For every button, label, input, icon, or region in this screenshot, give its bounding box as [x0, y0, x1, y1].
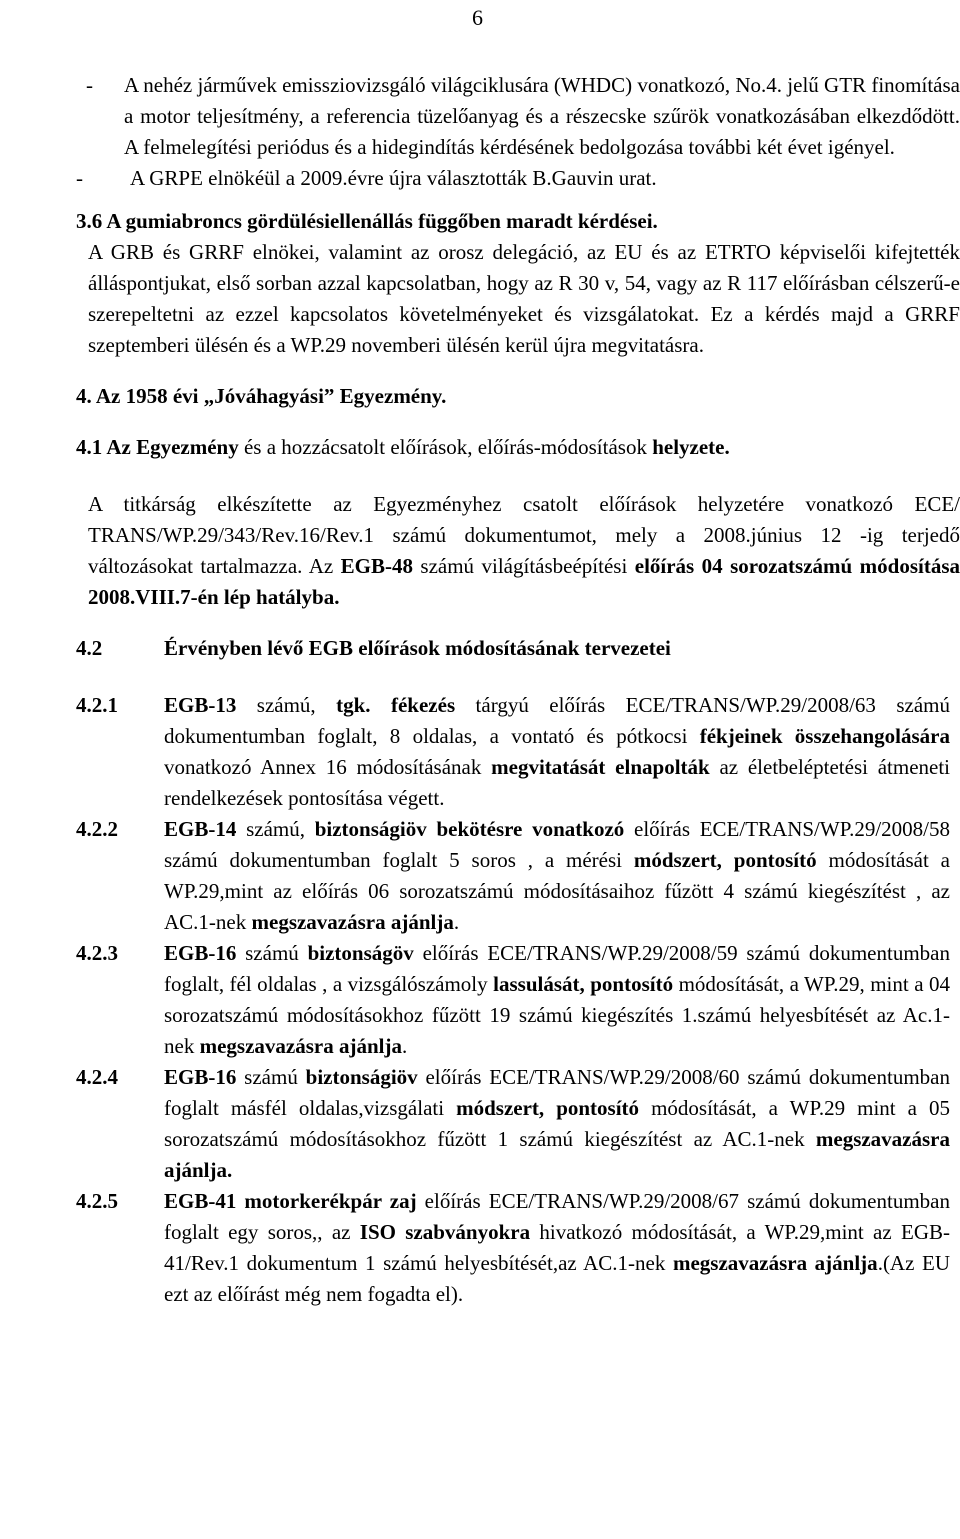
item-4-2-2: [76, 814, 960, 938]
item-4-2-4: [76, 1062, 960, 1186]
text-run-bold: biztonságöv: [307, 941, 414, 965]
item-text: [164, 814, 960, 938]
text-run-bold: megszavazásra ajánlja.: [164, 1127, 950, 1182]
text-run: .(Az EU ezt az előírást még nem fogadta el).: [164, 1251, 950, 1306]
section-number: 4.2: [76, 636, 103, 660]
bullet-text: A GRPE elnökéül a 2009.évre újra választották B.Gauvin urat.: [130, 166, 657, 190]
item-text: [164, 1186, 960, 1310]
text-run-bold: biztonságiöv: [305, 1065, 418, 1089]
text-run: módosítását a WP.29,mint az előírás 06 sorozatszámú módosításaihoz fűzött 4 számú kiegészítést , az AC.1-nek: [164, 848, 950, 934]
text-run-bold: megszavazásra ajánlja: [672, 1251, 878, 1275]
section-title: Érvényben lévő EGB előírások módosításának tervezetei: [164, 636, 671, 660]
section-4-1-heading-c: helyzete.: [652, 435, 730, 459]
item-number: 4.2.2: [76, 817, 118, 841]
text-run-bold: ISO szabványokra: [359, 1220, 531, 1244]
item-number: 4.2.1: [76, 693, 118, 717]
item-number: 4.2.5: [76, 1189, 118, 1213]
text-run: számú világításbeépítési: [412, 554, 635, 578]
text-run: módosítását, a WP.29 mint a 05 sorozatszámú módosításokhoz fűzött 1 számú kiegészítést az AC.1-nek: [164, 1096, 951, 1151]
text-run: számú: [236, 1065, 306, 1089]
text-run-bold: fékjeinek összehangolására: [699, 724, 950, 748]
text-run-bold: lassulását, pontosító: [493, 972, 674, 996]
text-run: az életbeléptetési átmeneti rendelkezések pontosítása végett.: [164, 755, 950, 810]
text-run: tárgyú előírás ECE/TRANS/WP.29/2008/63 számú dokumentumban foglalt, 8 oldalas, a vontató és pótkocsi: [164, 693, 950, 748]
text-run: .: [453, 910, 460, 934]
text-run-bold: előírás 04 sorozatszámú módosítása 2008.VIII.7-én lép hatályba.: [88, 554, 960, 609]
text-run-bold: megszavazásra ajánlja: [199, 1034, 402, 1058]
text-run: előírás ECE/TRANS/WP.29/2008/58 számú dokumentumban foglalt 5 soros , a mérési: [164, 817, 950, 872]
text-run-bold: EGB-13: [164, 693, 237, 717]
text-run: .: [401, 1034, 408, 1058]
text-run: számú,: [236, 693, 337, 717]
section-4-1-heading-b: és a hozzácsatolt előírások, előírás-módosítások: [238, 435, 653, 459]
text-run-bold: megszavazásra ajánlja: [251, 910, 454, 934]
text-run: hivatkozó módosítását, a WP.29,mint az EGB-41/Rev.1 dokumentum 1 számú helyesbítését,az AC.1-nek: [164, 1220, 950, 1275]
item-4-2-1: [76, 690, 960, 814]
text-run-bold: megvitatását elnapolták: [491, 755, 710, 779]
section-3-6-heading: 3.6 A gumiabroncs gördülésiellenállás függőben maradt kérdései.: [76, 209, 658, 233]
document-body: [76, 70, 960, 1310]
text-run-bold: fékezés: [390, 693, 456, 717]
text-run: előírás ECE/TRANS/WP.29/2008/59 számú dokumentumban foglalt, fél oldalas , a vizsgálószámoly: [164, 941, 950, 996]
item-4-2-5: [76, 1186, 960, 1310]
item-text: [164, 938, 960, 1062]
item-number: 4.2.4: [76, 1065, 118, 1089]
page-number: 6: [472, 5, 483, 30]
text-run-bold: EGB-16: [164, 1065, 237, 1089]
text-run-bold: EGB-14: [164, 817, 237, 841]
section-4-1-body: [76, 489, 960, 613]
bullet-whdc: [76, 70, 960, 163]
bullet-dash: -: [76, 166, 83, 190]
text-run-bold: biztonságiöv bekötésre vonatkozó: [314, 817, 625, 841]
text-run-bold: módszert, pontosító: [633, 848, 817, 872]
item-number: 4.2.3: [76, 941, 118, 965]
section-4-2-heading: [76, 633, 960, 664]
text-run-bold: EGB-41 motorkerékpár zaj: [164, 1189, 417, 1213]
section-4-1-heading-a: 4.1 Az Egyezmény: [76, 435, 239, 459]
bullet-text: A nehéz járművek emissziovizsgáló világciklusára (WHDC) vonatkozó, No.4. jelű GTR finomítása a motor teljesítmény, a referencia tüzelőanyag és a részecske szűrök vonatkozásában elkezdődött. A felmelegítési periódus és a hidegindítás kérdésének bedolgozása további két évet igényel.: [124, 73, 960, 159]
text-run: számú: [236, 941, 308, 965]
text-run-bold: EGB-16: [164, 941, 237, 965]
text-run-bold: módszert, pontosító: [456, 1096, 640, 1120]
text-run: módosítását, a WP.29, mint a 04 sorozatszámú módosításokhoz fűzött 19 számú kiegészítés 1.számú helyesbítését az Ac.1-nek: [164, 972, 950, 1058]
item-text: [164, 1062, 960, 1186]
text-run: A titkárság elkészítette az Egyezményhez csatolt előírások helyzetére vonatkozó ECE/ TRANS/WP.29/343/Rev.16/Rev.1 számú dokumentumot, mely a 2008.június 12 -ig terjedő változásokat tartalmazza. Az: [88, 492, 960, 578]
section-4-1-heading: [76, 432, 960, 463]
text-run-bold: EGB-48: [340, 554, 413, 578]
text-run: előírás ECE/TRANS/WP.29/2008/60 számú dokumentumban foglalt másfél oldalas,vizsgálati: [164, 1065, 950, 1120]
item-4-2-3: [76, 938, 960, 1062]
text-run: [371, 693, 391, 717]
section-3-6-body: A GRB és GRRF elnökei, valamint az orosz delegáció, az EU és az ETRTO képviselői kifejtették álláspontjukat, első sorban azzal kapcsolatban, hogy az R 30 v, 54, vagy az R 117 előírásban célszerű-e szerepeltetni az ezzel kapcsolatos követelményeket és vizsgálatokat. Ez a kérdés majd a GRRF szeptemberi ülésén és a WP.29 novemberi ülésén kerül újra megvitatásra.: [88, 240, 960, 357]
item-text: [164, 690, 960, 814]
text-run: előírás ECE/TRANS/WP.29/2008/67 számú dokumentumban foglalt egy soros,, az: [164, 1189, 950, 1244]
text-run-bold: tgk.: [336, 693, 371, 717]
text-run: számú,: [236, 817, 315, 841]
bullet-grpe: [76, 163, 960, 194]
bullet-dash: -: [86, 73, 93, 97]
text-run: vonatkozó Annex 16 módosításának: [164, 755, 492, 779]
section-4-heading: 4. Az 1958 évi „Jóváhagyási” Egyezmény.: [76, 384, 447, 408]
